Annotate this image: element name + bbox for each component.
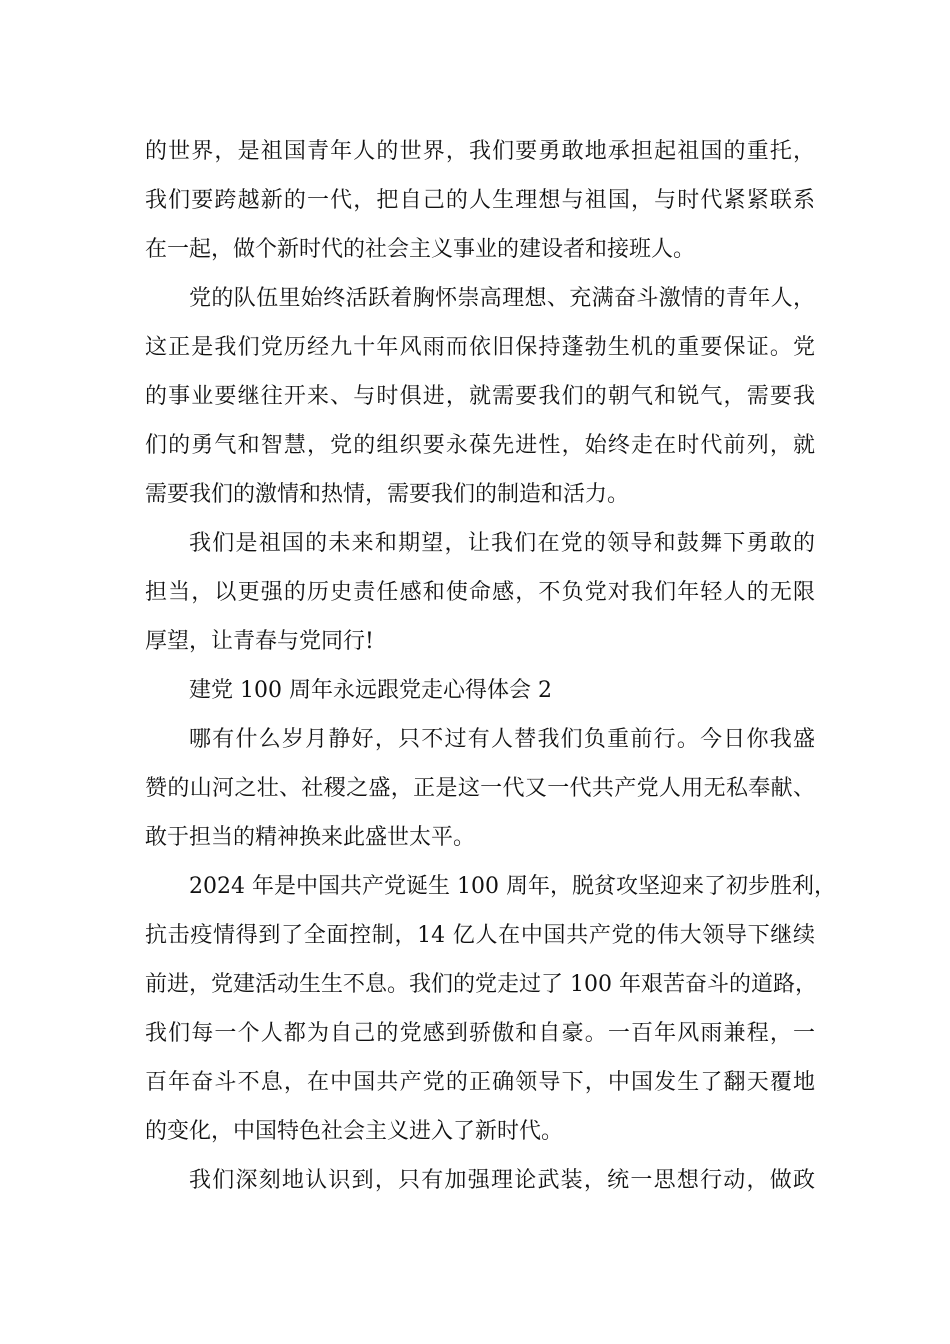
text-line: 的世界，是祖国青年人的世界，我们要勇敢地承担起祖国的重托，	[145, 139, 815, 164]
text-line: 我们每一个人都为自己的党感到骄傲和自豪。一百年风雨兼程，一	[145, 1021, 815, 1046]
text-line: 担当，以更强的历史责任感和使命感，不负党对我们年轻人的无限	[145, 580, 815, 605]
section-heading: 建党 100 周年永远跟党走心得体会 2	[189, 678, 552, 703]
text-line: 我们要跨越新的一代，把自己的人生理想与祖国，与时代紧紧联系	[145, 188, 815, 213]
text-line: 在一起，做个新时代的社会主义事业的建设者和接班人。	[145, 237, 696, 262]
text-line: 我们是祖国的未来和期望，让我们在党的领导和鼓舞下勇敢的	[189, 531, 815, 556]
text-line: 前进，党建活动生生不息。我们的党走过了 100 年艰苦奋斗的道路，	[145, 972, 817, 997]
text-line: 的变化，中国特色社会主义进入了新时代。	[145, 1119, 564, 1144]
text-line: 这正是我们党历经九十年风雨而依旧保持蓬勃生机的重要保证。党	[145, 335, 815, 360]
text-line: 需要我们的激情和热情，需要我们的制造和活力。	[145, 482, 630, 507]
document-body	[145, 129, 836, 1207]
text-line: 我们深刻地认识到，只有加强理论武装，统一思想行动，做政	[189, 1168, 815, 1193]
text-line: 百年奋斗不息，在中国共产党的正确领导下，中国发生了翻天覆地	[145, 1070, 815, 1095]
text-line: 的事业要继往开来、与时俱进，就需要我们的朝气和锐气，需要我	[145, 384, 815, 409]
text-line: 厚望，让青春与党同行!	[145, 629, 374, 654]
text-line: 抗击疫情得到了全面控制，14 亿人在中国共产党的伟大领导下继续	[145, 923, 815, 948]
text-line: 敢于担当的精神换来此盛世太平。	[145, 825, 476, 850]
text-line: 们的勇气和智慧，党的组织要永葆先进性，始终走在时代前列，就	[145, 433, 815, 458]
text-line: 赞的山河之壮、社稷之盛，正是这一代又一代共产党人用无私奉献、	[145, 776, 815, 801]
text-line: 哪有什么岁月静好，只不过有人替我们负重前行。今日你我盛	[189, 727, 815, 752]
text-line: 2024 年是中国共产党诞生 100 周年，脱贫攻坚迎来了初步胜利，	[189, 874, 836, 899]
text-line: 党的队伍里始终活跃着胸怀崇高理想、充满奋斗激情的青年人，	[189, 286, 815, 311]
